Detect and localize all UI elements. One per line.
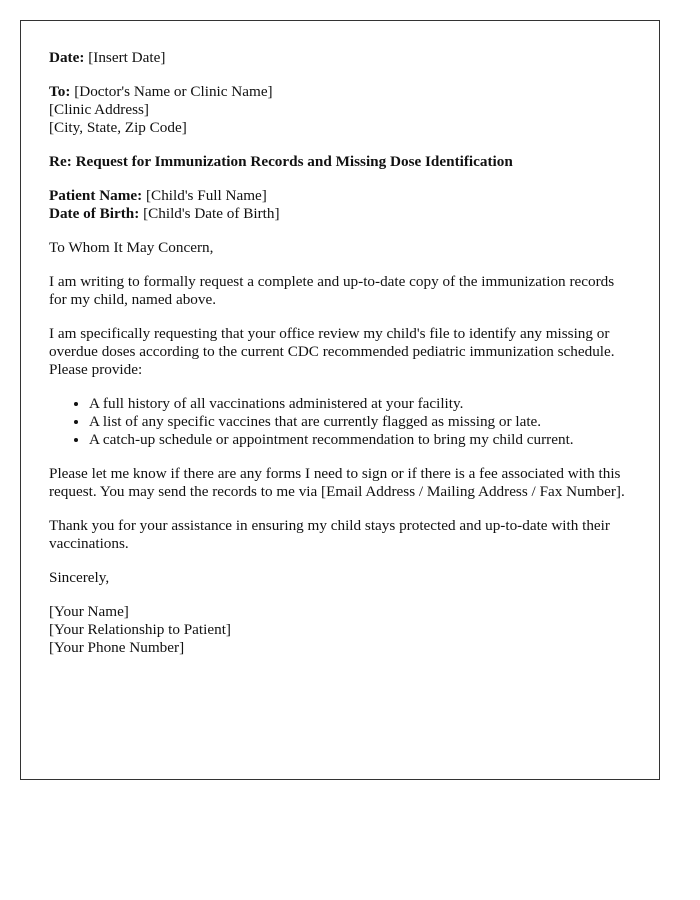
patient-name-label: Patient Name: <box>49 187 143 204</box>
date-value: [Insert Date] <box>88 49 166 66</box>
paragraph-forms: Please let me know if there are any forms I need to sign or if there is a fee associated with this request. You may send the records to me via [Email Address / Mailing Address / Fax Number]. <box>49 465 625 500</box>
list-item: • A catch-up schedule or appointment recommendation to bring my child current. <box>89 431 631 449</box>
recipient-block <box>49 83 631 137</box>
closing: Sincerely, <box>49 569 110 586</box>
date-line <box>49 49 631 67</box>
patient-name-value: [Child's Full Name] <box>146 187 267 204</box>
paragraph-request: I am writing to formally request a complete and up-to-date copy of the immunization records for my child, named above. <box>49 273 615 308</box>
dob-label: Date of Birth: <box>49 205 140 222</box>
request-list <box>49 395 631 449</box>
patient-name-line <box>49 187 631 205</box>
patient-block <box>49 187 631 223</box>
subject-line <box>49 153 631 171</box>
date-label: Date: <box>49 49 85 66</box>
letter <box>20 20 660 780</box>
subject: Re: Request for Immunization Records and Missing Dose Identification <box>49 153 513 170</box>
recipient-line <box>49 83 631 101</box>
dob-line <box>49 205 631 223</box>
signature-phone: [Your Phone Number] <box>49 639 185 656</box>
dob-value: [Child's Date of Birth] <box>143 205 280 222</box>
clinic-address: [Clinic Address] <box>49 101 149 118</box>
to-label: To: <box>49 83 71 100</box>
list-item: • A full history of all vaccinations administered at your facility. <box>89 395 631 413</box>
salutation: To Whom It May Concern, <box>49 239 214 256</box>
list-item: • A list of any specific vaccines that are currently flagged as missing or late. <box>89 413 631 431</box>
paragraph-thanks: Thank you for your assistance in ensuring my child stays protected and up-to-date with their vaccinations. <box>49 517 610 552</box>
signature-relationship: [Your Relationship to Patient] <box>49 621 231 638</box>
signature-name: [Your Name] <box>49 603 129 620</box>
clinic-city-state-zip: [City, State, Zip Code] <box>49 119 187 136</box>
signature-block <box>49 603 631 657</box>
to-value: [Doctor's Name or Clinic Name] <box>74 83 273 100</box>
paragraph-review: I am specifically requesting that your office review my child's file to identify any missing or overdue doses according to the current CDC recommended pediatric immunization schedule. Please provide: <box>49 325 615 378</box>
